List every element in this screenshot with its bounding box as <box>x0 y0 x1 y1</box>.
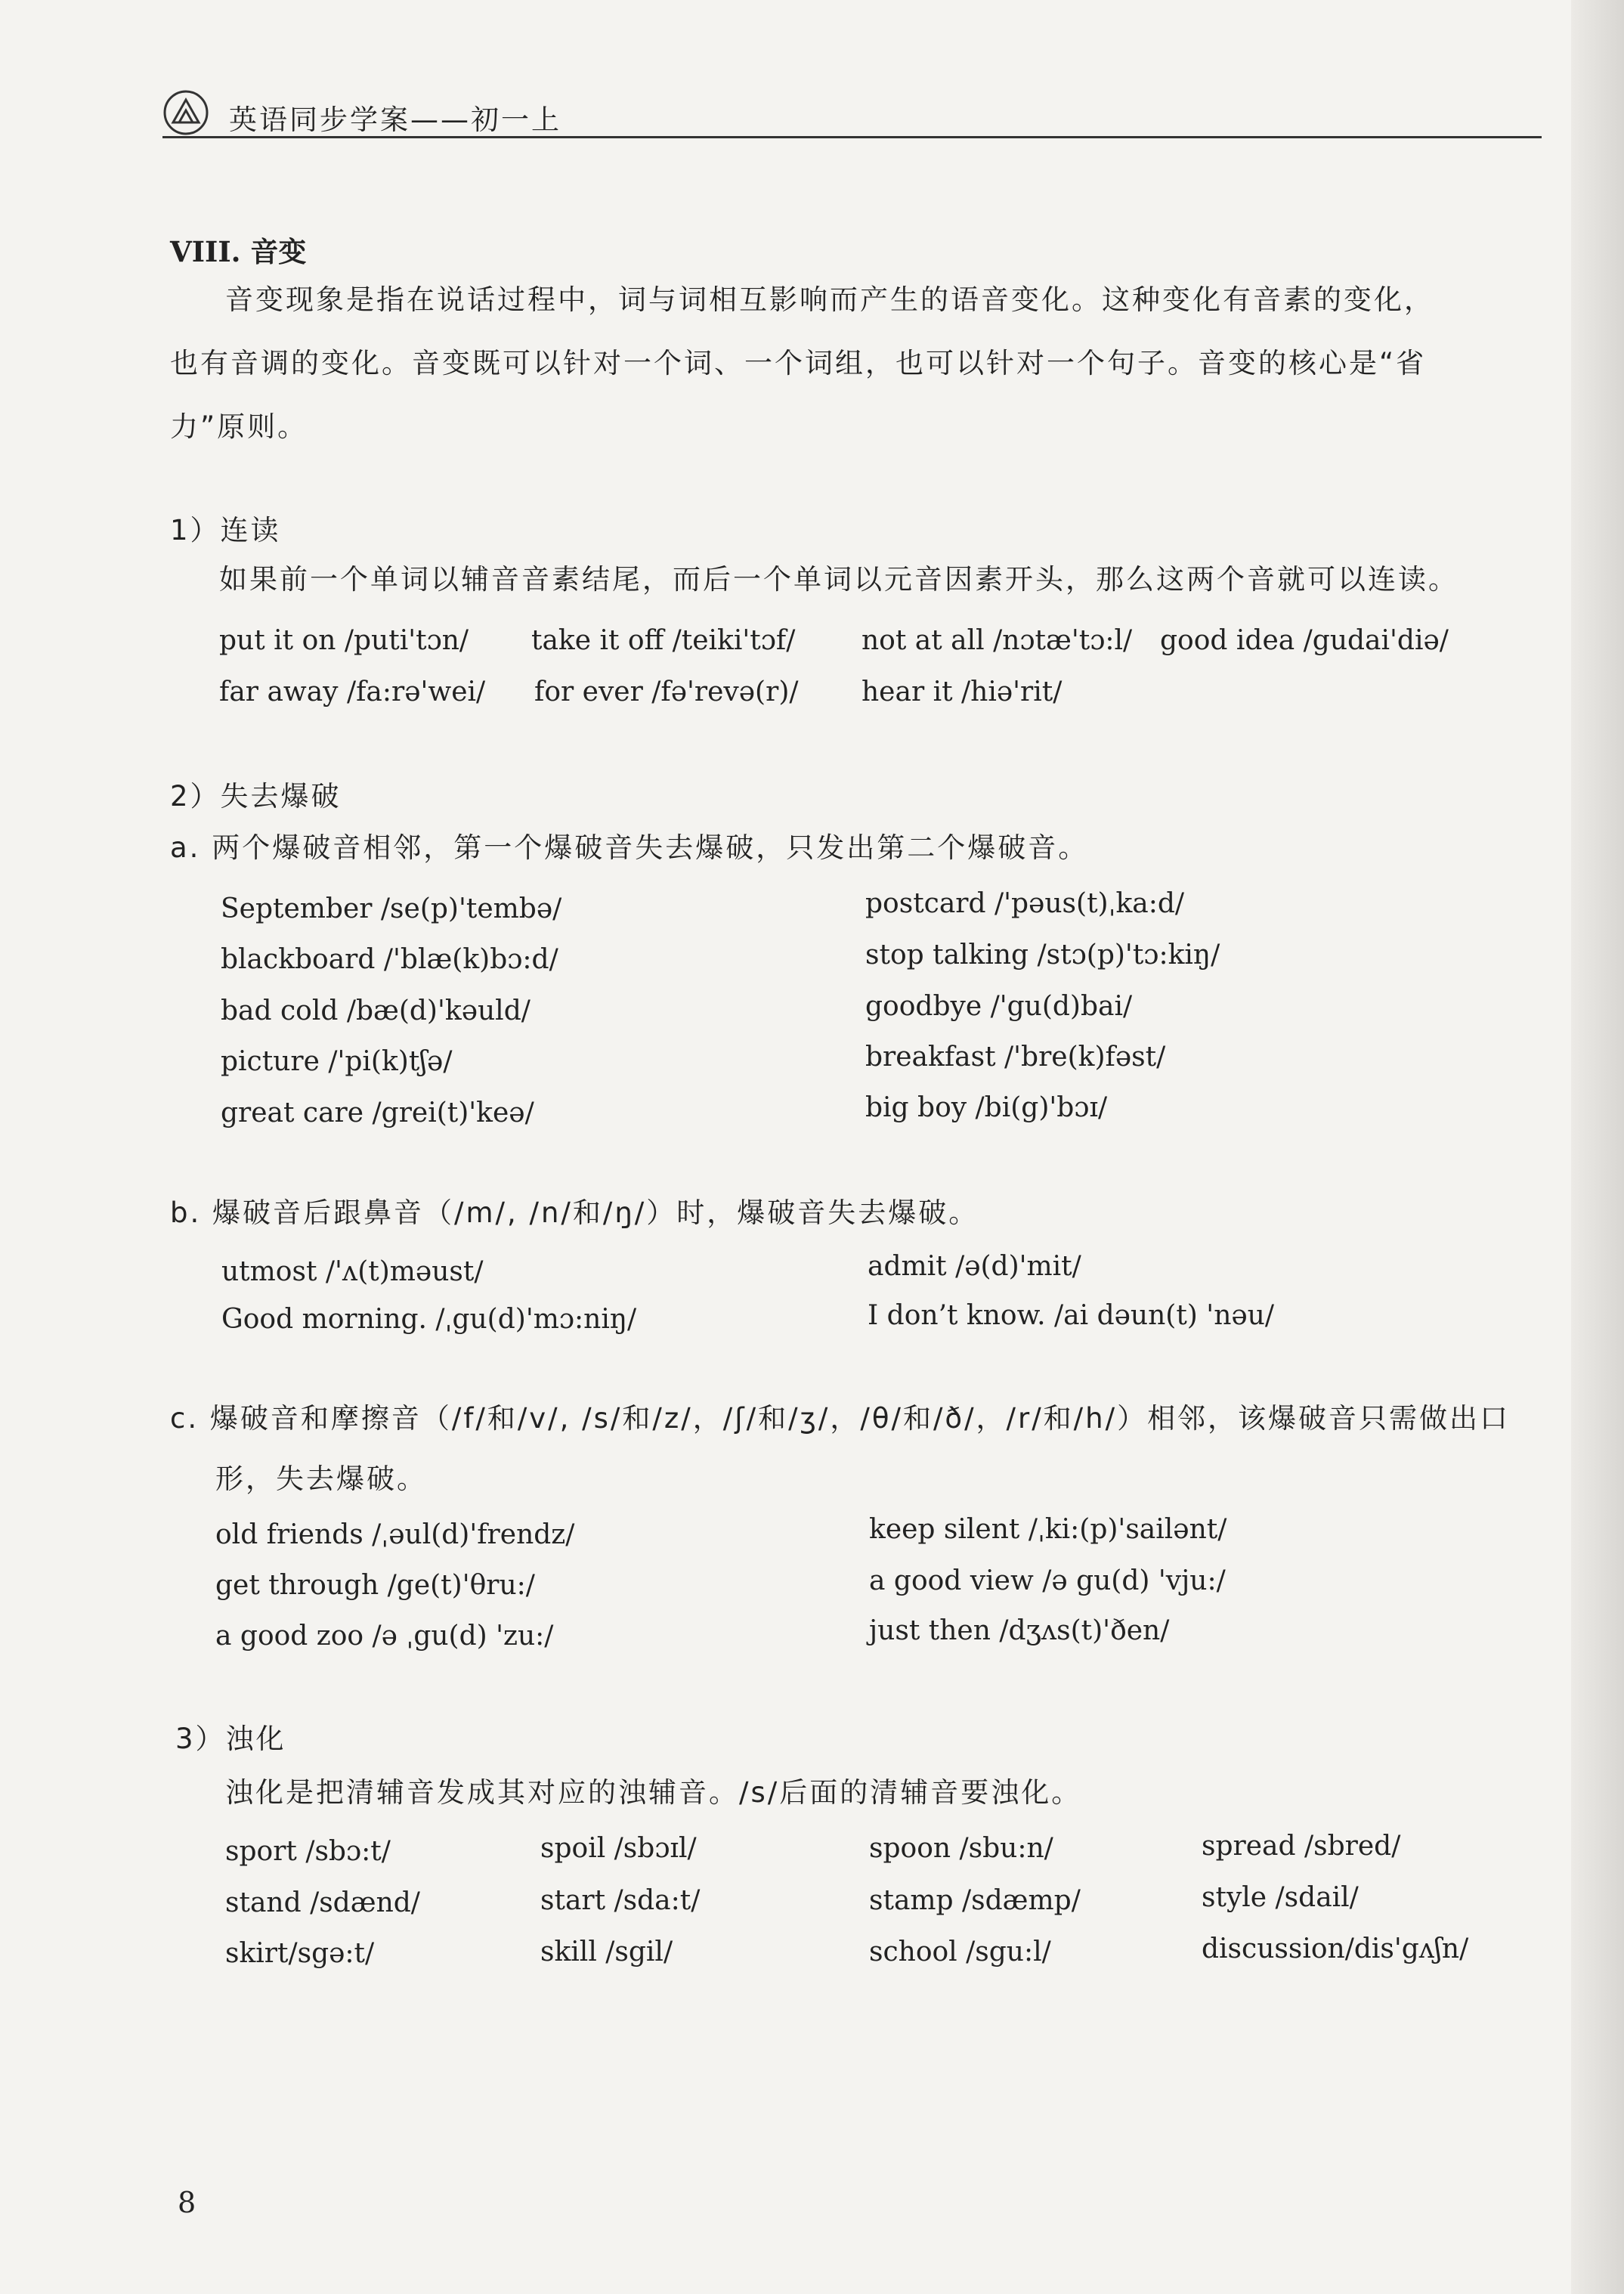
liaison-heading: 1）连读 <box>170 514 281 546</box>
voicing-example: spread /sbred/ <box>1202 1831 1401 1862</box>
plosive-loss-heading: 2）失去爆破 <box>170 780 342 813</box>
liaison-example: put it on /puti'tɔn/ <box>219 625 469 656</box>
intro-line-2: 也有音调的变化。音变既可以针对一个词、一个词组，也可以针对一个句子。音变的核心是“省 <box>170 347 1427 379</box>
rule-c-line-2: 形，失去爆破。 <box>215 1463 427 1495</box>
voicing-example: sport /sbɔ:t/ <box>225 1836 391 1867</box>
example-a-right: stop talking /stɔ(p)'tɔ:kiŋ/ <box>865 940 1220 971</box>
example-c-left: old friends /ˌəul(d)'frendz/ <box>215 1519 575 1550</box>
voicing-heading: 3）浊化 <box>175 1723 286 1755</box>
voicing-example: skill /sgil/ <box>540 1936 673 1967</box>
example-b-right: I don’t know. /ai dəun(t) 'nəu/ <box>868 1300 1274 1331</box>
voicing-example: skirt/sgə:t/ <box>225 1938 375 1969</box>
example-a-right: goodbye /'gu(d)bai/ <box>865 991 1133 1022</box>
example-a-right: big boy /bi(g)'bɔɪ/ <box>865 1092 1108 1123</box>
liaison-example: not at all /nɔtæ'tɔ:l/ <box>861 625 1133 656</box>
header-title: 英语同步学案——初一上 <box>229 104 561 136</box>
voicing-example: spoon /sbu:n/ <box>869 1833 1053 1864</box>
voicing-rule: 浊化是把清辅音发成其对应的浊辅音。/s/后面的清辅音要浊化。 <box>225 1776 1082 1809</box>
intro-line-3: 力”原则。 <box>170 410 308 443</box>
rule-a: a. 两个爆破音相邻，第一个爆破音失去爆破，只发出第二个爆破音。 <box>170 831 1089 864</box>
example-c-right: a good view /ə gu(d) 'vju:/ <box>869 1565 1226 1596</box>
example-a-left: picture /'pi(k)tʃə/ <box>221 1046 453 1077</box>
example-a-right: breakfast /'bre(k)fəst/ <box>865 1042 1166 1073</box>
rule-c-line-1: c. 爆破音和摩擦音（/f/和/v/, /s/和/z/，/ʃ/和/ʒ/，/θ/和/ð/，/r/和/h/）相邻，该爆破音只需做出口 <box>170 1402 1511 1435</box>
rule-b: b. 爆破音后跟鼻音（/m/, /n/和/ŋ/）时，爆破音失去爆破。 <box>170 1197 979 1229</box>
example-a-right: postcard /'pəus(t)ˌka:d/ <box>865 888 1185 919</box>
voicing-example: spoil /sbɔɪl/ <box>540 1833 697 1864</box>
voicing-example: style /sdail/ <box>1202 1882 1359 1913</box>
voicing-example: stand /sdænd/ <box>225 1887 420 1918</box>
liaison-example: far away /fa:rə'wei/ <box>219 676 486 707</box>
section-title: VIII. 音变 <box>170 235 307 268</box>
publisher-logo-icon <box>162 89 209 136</box>
example-a-left: great care /grei(t)'keə/ <box>221 1097 534 1128</box>
example-c-right: just then /dʒʌs(t)'ðen/ <box>869 1615 1170 1646</box>
header-divider <box>162 136 1542 138</box>
example-b-left: Good morning. /ˌgu(d)'mɔ:niŋ/ <box>221 1304 637 1335</box>
example-a-left: bad cold /bæ(d)'kəuld/ <box>221 995 531 1026</box>
liaison-rule: 如果前一个单词以辅音音素结尾，而后一个单词以元音因素开头，那么这两个音就可以连读。 <box>219 563 1459 596</box>
example-c-left: a good zoo /ə ˌgu(d) 'zu:/ <box>215 1621 554 1652</box>
example-a-left: blackboard /'blæ(k)bɔ:d/ <box>221 944 558 975</box>
liaison-example: for ever /fə'revə(r)/ <box>534 676 799 707</box>
example-b-left: utmost /'ʌ(t)məust/ <box>221 1256 484 1287</box>
liaison-example: hear it /hiə'rit/ <box>861 676 1063 707</box>
example-b-right: admit /ə(d)'mit/ <box>868 1251 1081 1282</box>
voicing-example: discussion/dis'gʌʃn/ <box>1202 1933 1469 1964</box>
example-c-left: get through /ge(t)'θru:/ <box>215 1570 535 1601</box>
liaison-example: take it off /teiki'tɔf/ <box>531 625 796 656</box>
example-c-right: keep silent /ˌki:(p)'sailənt/ <box>869 1514 1227 1545</box>
liaison-example: good idea /gudai'diə/ <box>1160 625 1449 656</box>
example-a-left: September /se(p)'tembə/ <box>221 893 562 924</box>
page-edge <box>1571 0 1624 2294</box>
voicing-example: start /sda:t/ <box>540 1885 701 1916</box>
voicing-example: stamp /sdæmp/ <box>869 1885 1081 1916</box>
voicing-example: school /sgu:l/ <box>869 1936 1051 1967</box>
page-number: 8 <box>178 2186 196 2219</box>
intro-line-1: 音变现象是指在说话过程中，词与词相互影响而产生的语音变化。这种变化有音素的变化， <box>225 283 1434 316</box>
